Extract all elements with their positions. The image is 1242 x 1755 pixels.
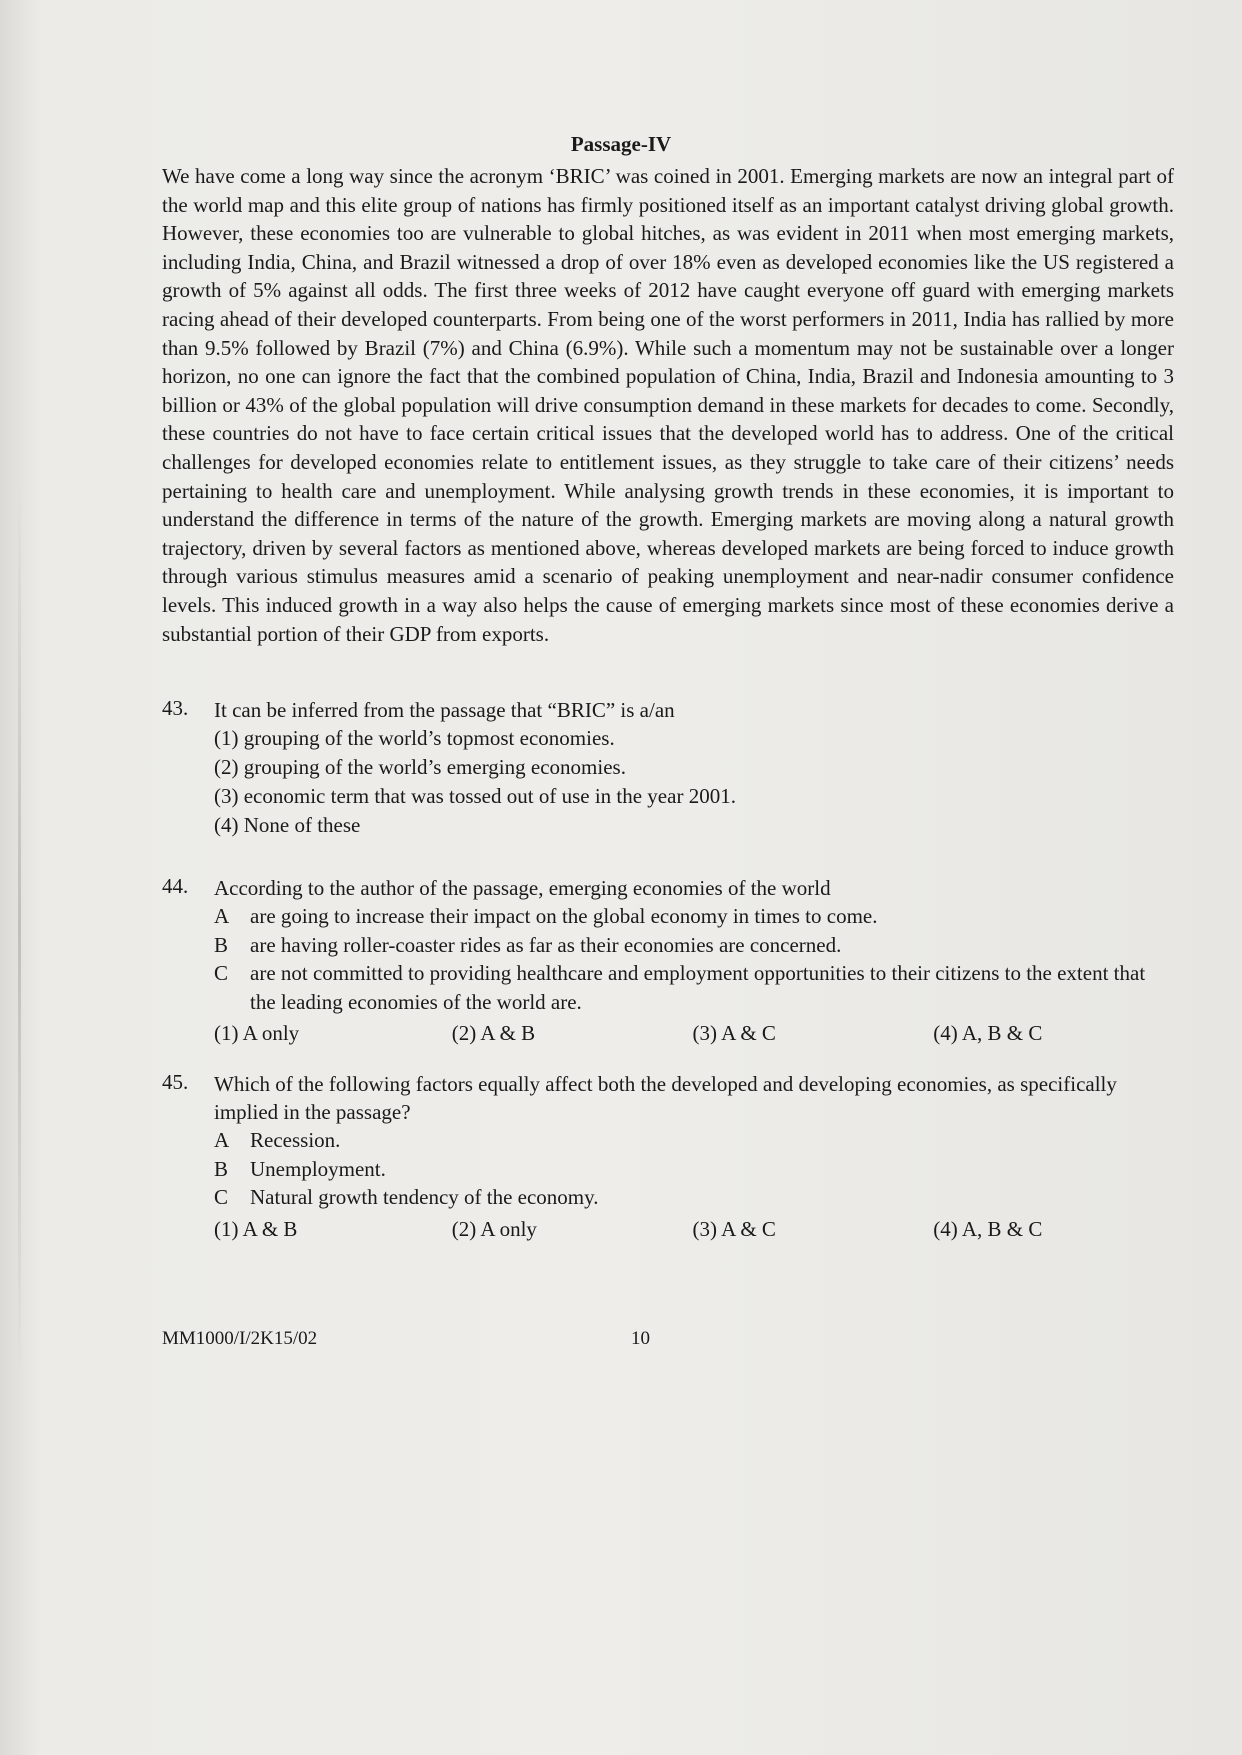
statement-letter: B <box>214 1156 229 1181</box>
statement-letter: A <box>214 1128 230 1152</box>
statement-text: Natural growth tendency of the economy. <box>250 1185 599 1209</box>
passage-title: Passage-IV <box>570 132 672 156</box>
question-number: 43. <box>162 696 189 720</box>
passage-text: We have come a long way since the acronym ‘BRIC’ was coined in 2001. Emerging markets are now an integral part of the world map and this elite group of nations has firmly positioned itself as an important catalyst driving global growth. However, these economies too are vulnerable to global hitches, as was evident in 2011 when most emerging markets, including India, China, and Brazil witnessed a drop of over 18% even as developed economies like the US registered a growth of 5% against all odds. The first three weeks of 2012 have caught everyone off guard with emerging markets racing ahead of their developed counterparts. From being one of the worst performers in 2011, India has rallied by more than 9.5% followed by Brazil (7%) and China (6.9%). While such a momentum may not be sustainable over a longer horizon, no one can ignore the fact that the combined population of China, India, Brazil and Indonesia amounting to 3 billion or 43% of the global population will drive consumption demand in these markets for decades to come. Secondly, these countries do not have to face certain critical issues that the developed world has to address. One of the critical challenges for developed economies relate to entitlement issues, as they struggle to take care of their citizens’ needs pertaining to health care and unemployment. While analysing growth trends in these economies, it is important to understand the difference in terms of the nature of the growth. Emerging markets are moving along a natural growth trajectory, driven by several factors as mentioned above, whereas developed markets are being forced to induce growth through various stimulus measures amid a scenario of peaking unemployment and near-nadir consumer confidence levels. This induced growth in a way also helps the cause of emerging markets since most of these economies derive a substantial portion of their GDP from exports. <box>162 164 1174 646</box>
scan-edge-shadow <box>18 480 21 1380</box>
statement-text: are having roller-coaster rides as far as their economies are concerned. <box>250 932 842 957</box>
question-number: 44. <box>162 874 189 898</box>
question-43 <box>162 696 1174 840</box>
statement-b <box>214 931 1174 960</box>
question-text: It can be inferred from the passage that “BRIC” is a/an <box>214 698 675 722</box>
question-number: 45. <box>162 1070 189 1094</box>
option-3: (3) economic term that was tossed out of use in the year 2001. <box>214 784 736 808</box>
choice-2: (2) A & B <box>451 1021 536 1045</box>
answer-choices <box>214 1215 1174 1244</box>
statement-letter: A <box>214 904 230 928</box>
option-1: (1) grouping of the world’s topmost economies. <box>214 726 615 750</box>
statement-a <box>214 1126 1174 1155</box>
statement-letter: C <box>214 961 229 985</box>
question-text: According to the author of the passage, emerging economies of the world <box>214 876 831 900</box>
statement-a <box>214 902 1174 931</box>
choice-4: (4) A, B & C <box>933 1216 1043 1241</box>
choice-1: (1) A only <box>214 1021 300 1045</box>
statement-text: Recession. <box>250 1128 341 1152</box>
page-number: 10 <box>631 1328 650 1349</box>
statement-c <box>214 1183 1174 1212</box>
question-45 <box>162 1070 1174 1244</box>
paper-code: MM1000/I/2K15/02 <box>162 1328 318 1349</box>
statement-text: are going to increase their impact on the global economy in times to come. <box>250 904 878 928</box>
statement-c <box>214 959 1174 1016</box>
choice-3: (3) A & C <box>692 1021 776 1045</box>
choice-3: (3) A & C <box>692 1216 776 1241</box>
question-text: Which of the following factors equally affect both the developed and developing economies, as specifically implied in the passage? <box>214 1072 1117 1124</box>
choice-2: (2) A only <box>451 1216 537 1241</box>
statement-text: Unemployment. <box>250 1156 386 1181</box>
statement-letter: B <box>214 932 229 957</box>
statement-text: are not committed to providing healthcare and employment opportunities to their citizens to the extent that the leading economies of the world are. <box>250 961 1146 1014</box>
statement-b <box>214 1155 1174 1184</box>
option-4: (4) None of these <box>214 813 361 837</box>
statement-letter: C <box>214 1185 229 1209</box>
choice-4: (4) A, B & C <box>933 1021 1043 1045</box>
answer-choices <box>214 1019 1174 1048</box>
question-44 <box>162 874 1174 1048</box>
option-2: (2) grouping of the world’s emerging economies. <box>214 755 626 779</box>
choice-1: (1) A & B <box>214 1216 298 1241</box>
